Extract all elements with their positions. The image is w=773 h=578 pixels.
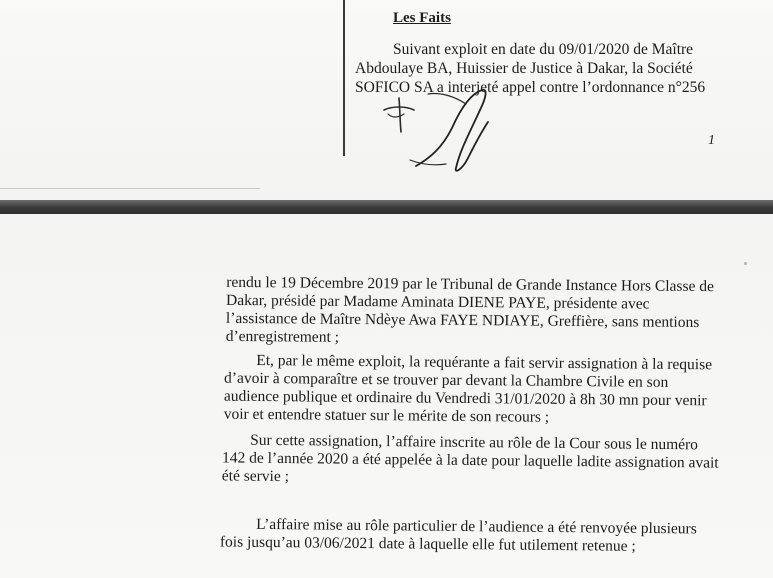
- text-line: 142 de l’année 2020 a été appelée à la date pour laquelle ladite assignation avait: [221, 449, 719, 472]
- body-text: [0, 214, 773, 578]
- margin-rule: [343, 0, 345, 156]
- top-page: [0, 0, 773, 206]
- text-line: Et, par le même exploit, la requérante a fait servir assignation à la requise: [256, 351, 713, 374]
- text-line: Suivant exploit en date du 09/01/2020 de Maître: [393, 41, 694, 58]
- page-edge-rule: [0, 188, 260, 189]
- text-line: d’enregistrement ;: [225, 327, 340, 346]
- signature-icon: [370, 84, 520, 176]
- text-line: voir et entendre statuer sur le mérite de son recours ;: [223, 405, 550, 426]
- text-line: Dakar, présidé par Madame Aminata DIENE PAYE, présidente avec: [226, 291, 650, 313]
- text-line: audience publique et ordinaire du Vendredi 31/01/2020 à 8h 30 mn pour venir: [223, 387, 707, 410]
- text-line: Abdoulaye BA, Huissier de Justice à Dakar, la Société: [355, 60, 693, 77]
- text-line: rendu le 19 Décembre 2019 par le Tribunal de Grande Instance Hors Classe de: [226, 273, 714, 296]
- text-line: été servie ;: [221, 467, 290, 486]
- paragraph-4: [220, 516, 697, 557]
- section-heading: Les Faits: [393, 10, 451, 26]
- paragraph-1: [226, 274, 714, 350]
- text-line: l’assistance de Maître Ndèye Awa FAYE NDIAYE, Greffière, sans mentions: [225, 309, 700, 332]
- bottom-page: [0, 214, 773, 578]
- text-line: d’avoir à comparaître et se trouver par devant la Chambre Civile en son: [224, 369, 669, 391]
- text-line: SOFICO SA a interjeté appel contre l’ordonnance n°256: [355, 79, 706, 96]
- paragraph-3: [222, 431, 719, 490]
- page-number: 1: [708, 133, 715, 148]
- text-line: L’affaire mise au rôle particulier de l’audience a été renvoyée plusieurs: [256, 515, 697, 538]
- text-line: Sur cette assignation, l’affaire inscrite au rôle de la Cour sous le numéro: [250, 431, 699, 454]
- paragraph-2: [224, 352, 712, 429]
- text-line: fois jusqu’au 03/06/2021 date à laquelle elle fut utilement retenue ;: [219, 533, 636, 555]
